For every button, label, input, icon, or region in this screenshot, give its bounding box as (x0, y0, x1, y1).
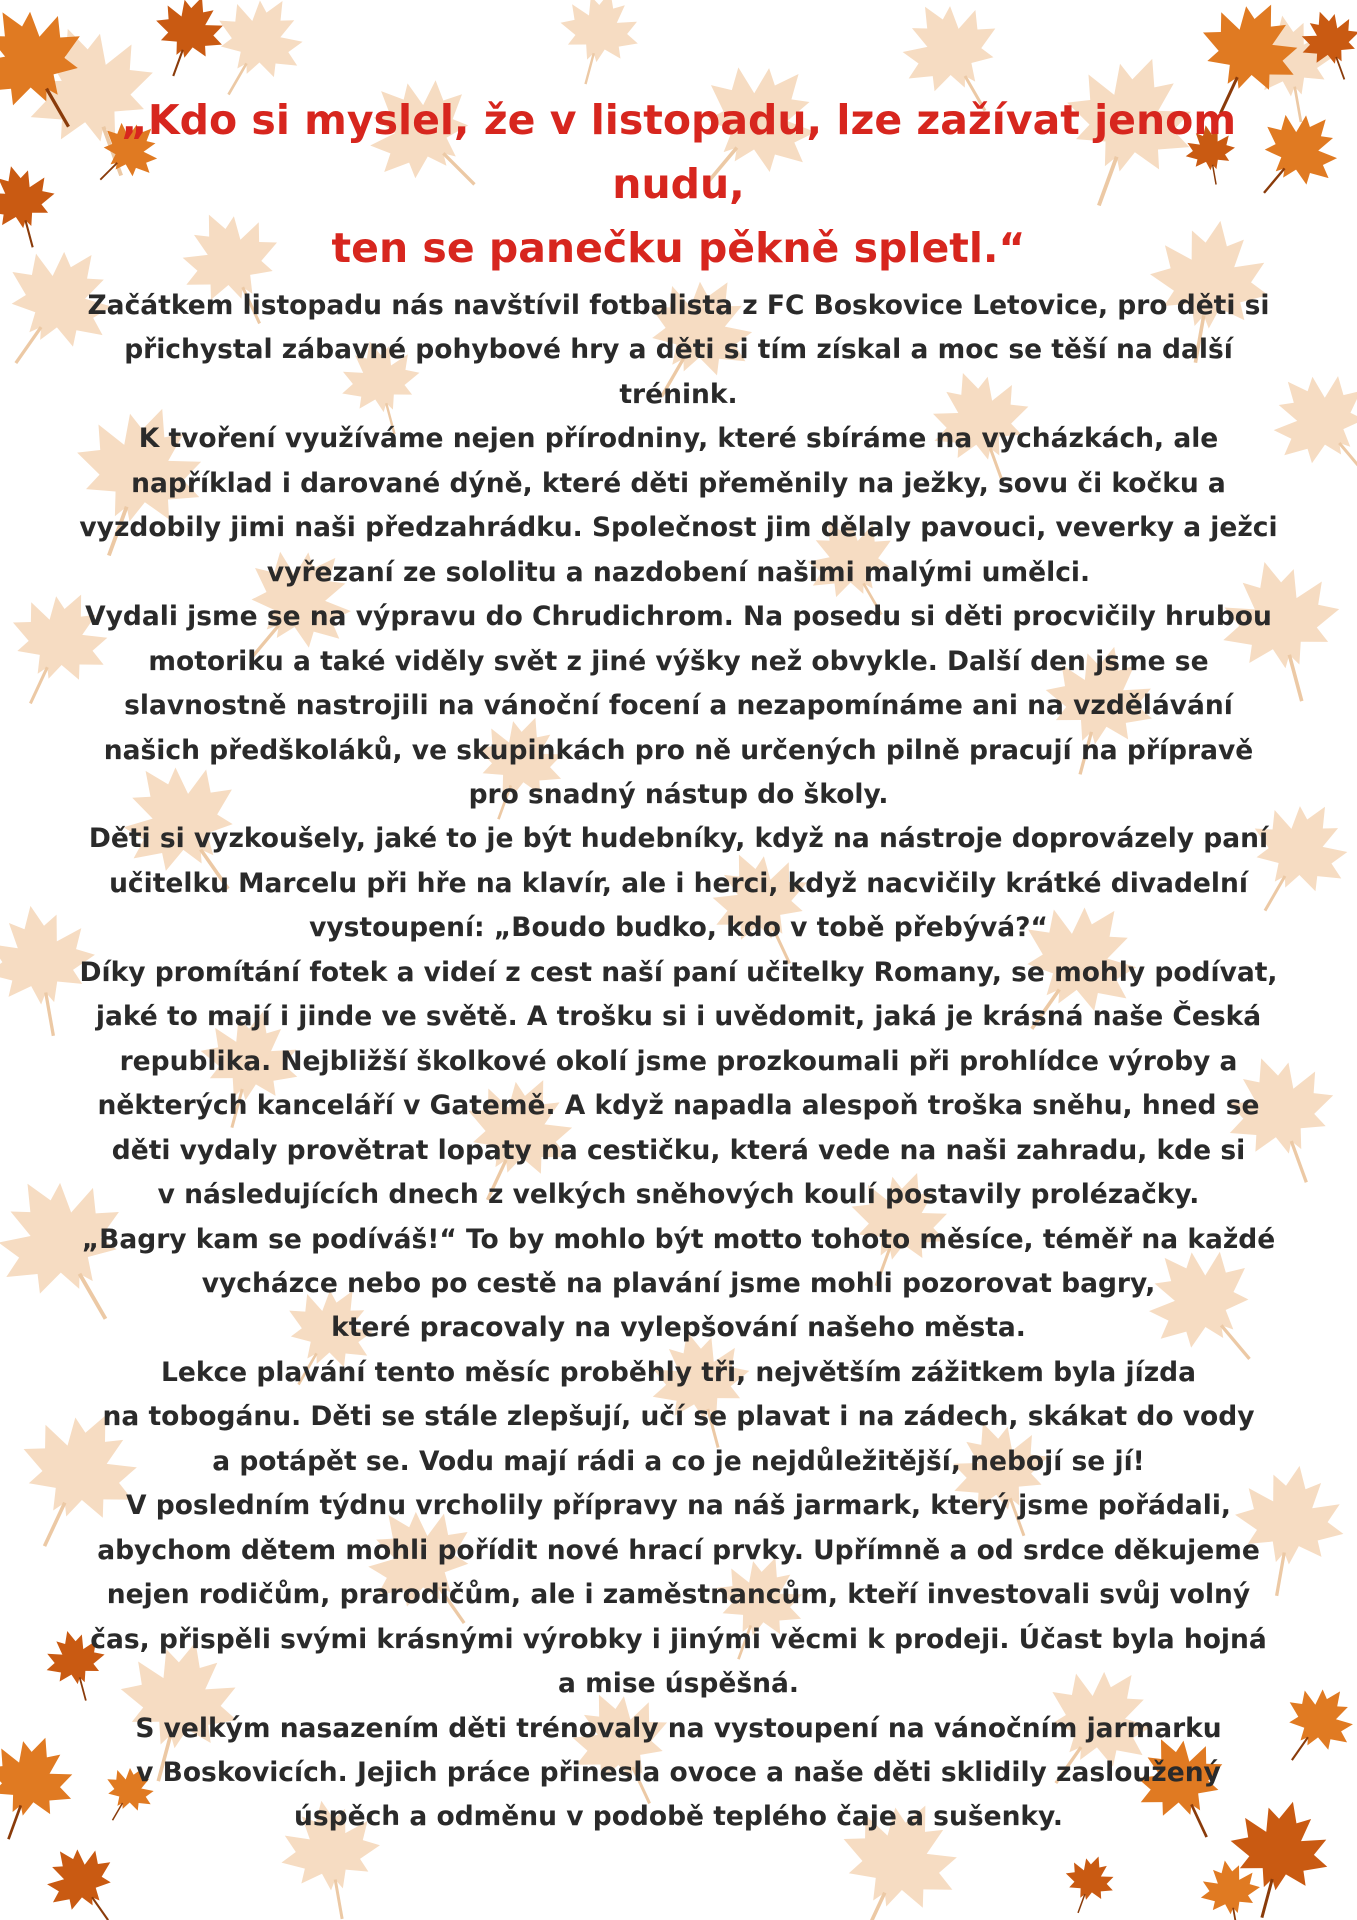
text-line: trénink. (619, 378, 738, 410)
text-line: Lekce plavání tento měsíc proběhly tři, největším zážitkem byla jízda (160, 1356, 1196, 1388)
text-line: „Bagry kam se podíváš!“ To by mohlo být motto tohoto měsíce, téměř na každé (81, 1223, 1276, 1255)
title-line: „Kdo si myslel, že v listopadu, lze zažívat jenom nudu, (120, 96, 1237, 208)
text-line: Děti si vyzkoušely, jaké to je být hudebníky, když na nástroje doprovázely paní (88, 823, 1269, 855)
title-line: ten se panečku pěkně spletl.“ (331, 224, 1026, 272)
text-line: vycházce nebo po cestě na plavání jsme mohli pozorovat bagry, (201, 1267, 1156, 1299)
maple-leaf-icon (547, 0, 649, 94)
text-line: vyřezaní ze sololitu a nazdobení našimi malými umělci. (266, 556, 1091, 588)
text-line: a mise úspěšná. (558, 1668, 799, 1700)
text-line: v následujících dnech z velkých sněhových koulí postavily prolézačky. (157, 1179, 1200, 1211)
text-line: abychom dětem mohli pořídit nové hrací prvky. Upřímně a od srdce děkujeme (97, 1534, 1260, 1566)
text-line: pro snadný nástup do školy. (468, 778, 889, 810)
maple-leaf-icon (140, 0, 235, 88)
text-line: Začátkem listopadu nás navštívil fotbalista z FC Boskovice Letovice, pro děti si (87, 290, 1270, 321)
article (60, 88, 1297, 1840)
text-line: slavnostně nastrojili na vánoční focení a nezapomínáme ani na vzdělávání (124, 690, 1233, 722)
text-line: děti vydaly provětrat lopaty na cestičku, která vede na naši zahradu, kde si (111, 1134, 1246, 1166)
text-line: Díky promítání fotek a videí z cest naší paní učitelky Romany, se mohly podívat, (79, 956, 1278, 988)
text-line: na tobogánu. Děti se stále zlepšují, učí se plavat i na zádech, skákat do vody (102, 1401, 1255, 1433)
text-line: úspěch a odměnu v podobě teplého čaje a sušenky. (294, 1801, 1063, 1833)
text-line: Vydali jsme se na výpravu do Chrudichrom. Na posedu si děti procvičily hrubou (85, 601, 1272, 633)
text-line: například i darované dýně, které děti přeměnily na ježky, sovu či kočku a (131, 467, 1226, 499)
text-line: K tvoření využíváme nejen přírodniny, které sbíráme na vycházkách, ale (138, 423, 1219, 455)
text-line: některých kanceláří v Gatemě. A když napadla alespoň troška sněhu, hned se (97, 1090, 1260, 1122)
text-line: V posledním týdnu vrcholily přípravy na náš jarmark, který jsme pořádali, (125, 1490, 1231, 1522)
maple-leaf-icon (1055, 1848, 1123, 1920)
text-line: a potápět se. Vodu mají rádi a co je nejdůležitější, nebojí se jí! (212, 1445, 1145, 1477)
text-line: vyzdobily jimi naši předzahrádku. Společnost jim dělaly pavouci, veverky a ježci (79, 512, 1278, 544)
text-line: republika. Nejbližší školkové okolí jsme prozkoumali při prohlídce výroby a (119, 1045, 1238, 1077)
maple-leaf-icon (0, 157, 66, 256)
text-line: které pracovaly na vylepšování našeho města. (331, 1312, 1026, 1344)
text-line: v Boskovicích. Jejich práce přinesla ovoce a naše děti sklidily zasloužený (136, 1756, 1221, 1788)
text-line: jaké to mají i jinde ve světě. A trošku si i uvědomit, jaká je krásná naše Česká (95, 1001, 1262, 1033)
text-line: nejen rodičům, prarodičům, ale i zaměstnancům, kteří investovali svůj volný (106, 1579, 1251, 1611)
text-line: našich předškoláků, ve skupinkách pro ně určených pilně pracují na přípravě (103, 734, 1254, 766)
article-body (60, 284, 1297, 1840)
text-line: přichystal zábavné pohybové hry a děti si tím získal a moc se těší na další (124, 334, 1233, 366)
text-line: učitelku Marcelu při hře na klavír, ale i herci, když nacvičily krátké divadelní (109, 867, 1248, 899)
text-line: S velkým nasazením děti trénovaly na vystoupení na vánočním jarmarku (135, 1712, 1222, 1744)
maple-leaf-icon (31, 1831, 137, 1920)
text-line: motoriku a také viděly svět z jiné výšky než obvykle. Další den jsme se (148, 645, 1209, 677)
text-line: vystoupení: „Boudo budko, kdo v tobě přebývá?“ (309, 912, 1048, 944)
page-title (60, 88, 1297, 280)
text-line: čas, přispěli svými krásnými výrobky i jinými věcmi k prodeji. Účast byla hojná (90, 1623, 1267, 1655)
